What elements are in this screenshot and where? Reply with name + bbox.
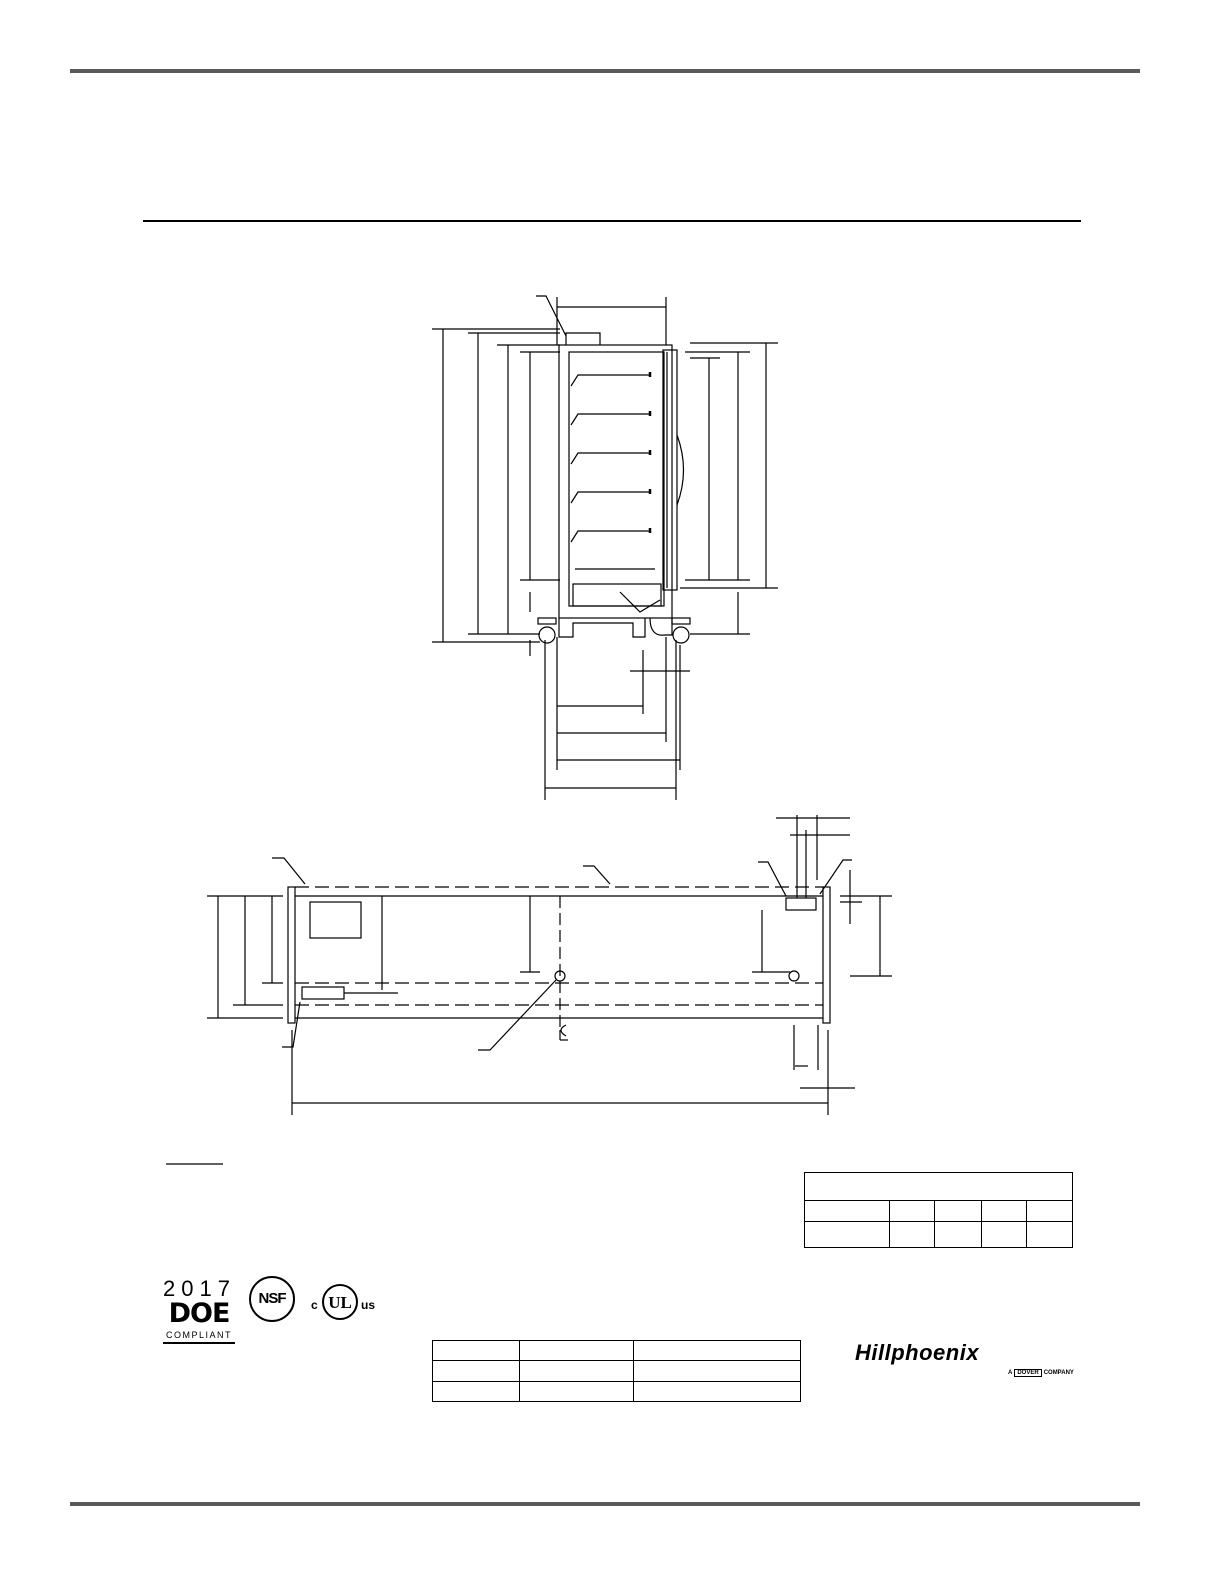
ul-listed-logo xyxy=(306,1284,386,1324)
casters xyxy=(538,618,690,643)
revision-cell xyxy=(433,1341,520,1361)
spec-cell xyxy=(982,1201,1027,1221)
spec-cell xyxy=(935,1201,982,1221)
side-elevation xyxy=(432,296,778,800)
revision-table xyxy=(432,1340,801,1402)
drain-pan xyxy=(620,592,660,612)
canopy xyxy=(566,333,600,345)
revision-cell xyxy=(433,1381,520,1401)
case-body xyxy=(559,345,672,618)
ul-c: c xyxy=(311,1298,318,1312)
spec-table xyxy=(804,1172,1073,1248)
end-panel-right xyxy=(823,887,830,1023)
drain-right xyxy=(789,971,799,981)
ul-mark: UL xyxy=(328,1293,352,1312)
revision-cell xyxy=(433,1361,520,1381)
spec-cell xyxy=(1027,1201,1073,1221)
bottom-dimensions xyxy=(545,637,690,800)
base xyxy=(559,618,645,637)
right-dimensions xyxy=(680,343,778,634)
brand-sub xyxy=(1008,1369,1074,1377)
bottom-deck xyxy=(573,584,661,606)
brand-sub-suffix: COMPANY xyxy=(1043,1370,1074,1376)
leader-canopy xyxy=(536,296,566,336)
spec-cell xyxy=(890,1201,935,1221)
revision-cell xyxy=(634,1381,801,1401)
revision-cell xyxy=(520,1381,634,1401)
junction-box xyxy=(302,987,344,999)
spec-table-header xyxy=(805,1173,1073,1201)
spec-cell xyxy=(1027,1221,1073,1247)
door-frame xyxy=(663,350,677,590)
revision-cell xyxy=(634,1361,801,1381)
nsf-text: NSF xyxy=(258,1290,286,1307)
brand-sub-dover: DOVER xyxy=(1014,1369,1041,1377)
plan-view xyxy=(207,815,892,1115)
electrical-box xyxy=(310,902,361,938)
doe-year: 2017 xyxy=(163,1276,236,1301)
spec-cell xyxy=(935,1221,982,1247)
spec-cell xyxy=(982,1221,1027,1247)
nsf-logo xyxy=(249,1276,295,1322)
base-right xyxy=(650,618,672,635)
spec-cell xyxy=(805,1221,890,1247)
doe-bar xyxy=(163,1342,235,1344)
revision-cell xyxy=(634,1341,801,1361)
brand-sub-prefix: A xyxy=(1008,1370,1013,1376)
case-interior xyxy=(569,352,664,606)
revision-cell xyxy=(520,1341,634,1361)
revision-cell xyxy=(520,1361,634,1381)
refrigeration-stub xyxy=(786,898,816,910)
door-handle xyxy=(677,435,684,505)
spec-cell xyxy=(890,1221,935,1247)
doe-main: DOE xyxy=(168,1298,230,1329)
doe-compliant-logo xyxy=(163,1276,236,1340)
brand-logo: Hillphoenix xyxy=(855,1340,980,1365)
doe-sub: COMPLIANT xyxy=(165,1330,232,1340)
shelves xyxy=(571,372,650,542)
left-dimensions xyxy=(432,329,560,656)
spec-cell xyxy=(805,1201,890,1221)
ul-us: us xyxy=(361,1298,376,1312)
end-panel-left xyxy=(288,887,295,1023)
